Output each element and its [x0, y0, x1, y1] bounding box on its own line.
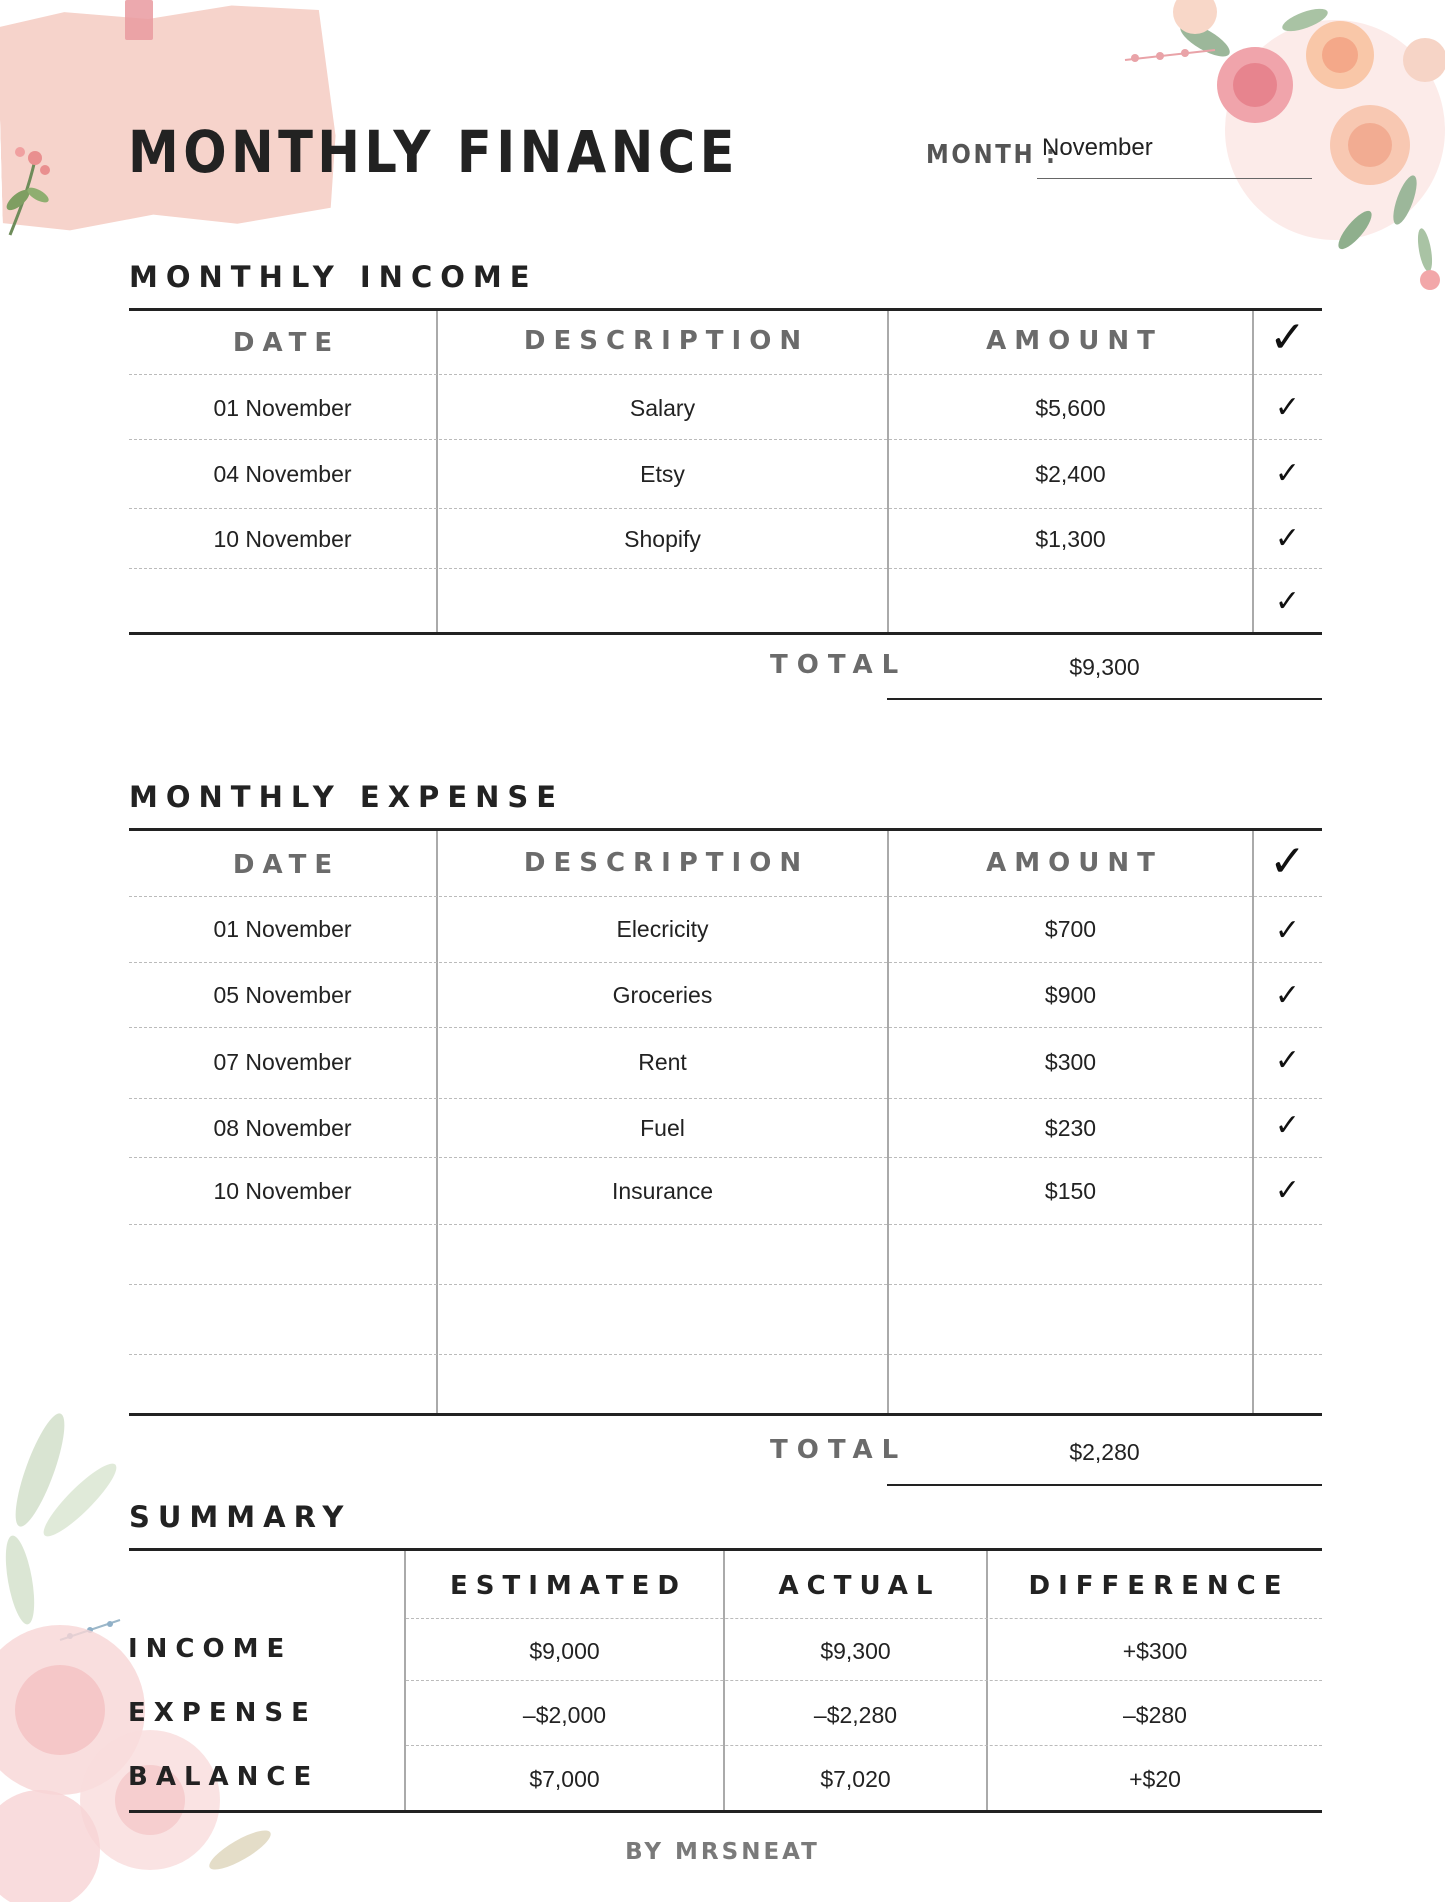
washi-tape — [125, 0, 153, 40]
month-label: MONTH : — [926, 140, 1058, 170]
income-row-check-icon[interactable]: ✓ — [1274, 457, 1301, 490]
expense-row-date: 08 November — [213, 1115, 352, 1141]
row-divider — [129, 962, 1322, 963]
expense-table-bottom-rule — [129, 1413, 1322, 1416]
income-row-description: Shopify — [624, 526, 701, 552]
row-divider — [129, 1224, 1322, 1225]
income-row-date: 10 November — [213, 526, 352, 552]
expense-row-check-icon[interactable]: ✓ — [1274, 1109, 1301, 1142]
row-divider — [129, 1354, 1322, 1355]
expense-row-description: Groceries — [612, 982, 713, 1008]
summary-income-actual: $9,300 — [820, 1638, 891, 1664]
income-header-amount: AMOUNT — [986, 326, 1163, 356]
income-total-value: $9,300 — [1069, 654, 1140, 680]
summary-expense-estimated: –$2,000 — [522, 1702, 607, 1728]
summary-balance-estimated: $7,000 — [529, 1766, 600, 1792]
row-divider — [129, 1098, 1322, 1099]
expense-header-date: DATE — [232, 850, 341, 880]
expense-total-value: $2,280 — [1069, 1439, 1140, 1465]
row-divider — [129, 568, 1322, 569]
summary-income-difference: +$300 — [1122, 1638, 1188, 1664]
summary-header-estimated: ESTIMATED — [450, 1571, 687, 1601]
expense-header-check-icon: ✓ — [1269, 837, 1306, 886]
summary-balance-actual: $7,020 — [820, 1766, 891, 1792]
expense-row-date: 10 November — [213, 1178, 352, 1204]
expense-row-description: Fuel — [640, 1115, 685, 1141]
expense-header-amount: AMOUNT — [986, 848, 1163, 878]
row-divider — [129, 508, 1322, 509]
income-table-bottom-rule — [129, 632, 1322, 635]
expense-row-amount: $900 — [1044, 982, 1097, 1008]
summary-header-actual: ACTUAL — [778, 1571, 941, 1601]
row-divider — [406, 1745, 1322, 1746]
expense-row-check-icon[interactable]: ✓ — [1274, 914, 1301, 947]
income-row-description: Etsy — [640, 461, 685, 487]
rose-bouquet-illustration — [1105, 0, 1445, 330]
row-divider — [129, 1284, 1322, 1285]
expense-header-description: DESCRIPTION — [523, 848, 810, 878]
expense-row-amount: $300 — [1044, 1049, 1097, 1075]
expense-row-description: Rent — [638, 1049, 687, 1075]
income-row-date: 04 November — [213, 461, 352, 487]
row-divider — [129, 439, 1322, 440]
footer-credit: BY MRSNEAT — [625, 1839, 820, 1865]
income-header-date: DATE — [232, 328, 341, 358]
income-total-underline — [887, 698, 1322, 700]
summary-table-top-rule — [129, 1548, 1322, 1551]
row-divider — [406, 1618, 1322, 1619]
summary-balance-difference: +$20 — [1129, 1766, 1181, 1792]
income-row-check-icon[interactable]: ✓ — [1274, 585, 1301, 618]
row-divider — [129, 374, 1322, 375]
income-row-description: Salary — [629, 395, 696, 421]
income-table-top-rule — [129, 308, 1322, 311]
expense-row-check-icon[interactable]: ✓ — [1274, 1174, 1301, 1207]
income-row-date: 01 November — [213, 395, 352, 421]
income-row-check-icon[interactable]: ✓ — [1274, 522, 1301, 555]
page-title: MONTHLY FINANCE — [128, 118, 739, 186]
expense-row-description: Insurance — [611, 1178, 713, 1204]
summary-row-label-expense: EXPENSE — [128, 1698, 317, 1728]
expense-section-title: MONTHLY EXPENSE — [129, 780, 565, 814]
summary-row-label-income: INCOME — [128, 1634, 293, 1664]
expense-row-check-icon[interactable]: ✓ — [1274, 1044, 1301, 1077]
summary-header-difference: DIFFERENCE — [1028, 1571, 1290, 1601]
expense-total-label: TOTAL — [770, 1435, 908, 1465]
month-underline — [1037, 178, 1312, 179]
income-section-title: MONTHLY INCOME — [129, 260, 538, 294]
flower-sprig-left — [0, 140, 60, 240]
expense-row-amount: $150 — [1044, 1178, 1097, 1204]
expense-row-date: 05 November — [213, 982, 352, 1008]
summary-expense-difference: –$280 — [1123, 1702, 1187, 1728]
expense-row-date: 07 November — [213, 1049, 352, 1075]
expense-total-underline — [887, 1484, 1322, 1486]
summary-table-bottom-rule — [129, 1810, 1322, 1813]
row-divider — [129, 896, 1322, 897]
expense-row-description: Elecricity — [616, 916, 709, 942]
month-field[interactable]: November — [1042, 134, 1153, 161]
income-header-check-icon: ✓ — [1269, 313, 1306, 362]
summary-income-estimated: $9,000 — [529, 1638, 600, 1664]
income-row-amount: $2,400 — [1035, 461, 1106, 487]
row-divider — [129, 1157, 1322, 1158]
expense-row-date: 01 November — [213, 916, 352, 942]
summary-section-title: SUMMARY — [129, 1500, 352, 1534]
income-total-label: TOTAL — [770, 650, 908, 680]
expense-table-top-rule — [129, 828, 1322, 831]
income-row-amount: $1,300 — [1035, 526, 1106, 552]
summary-expense-actual: –$2,280 — [813, 1702, 898, 1728]
expense-row-amount: $230 — [1044, 1115, 1097, 1141]
row-divider — [129, 1027, 1322, 1028]
expense-row-check-icon[interactable]: ✓ — [1274, 979, 1301, 1012]
summary-row-label-balance: BALANCE — [128, 1762, 320, 1792]
expense-row-amount: $700 — [1044, 916, 1097, 942]
income-header-description: DESCRIPTION — [523, 326, 810, 356]
income-row-check-icon[interactable]: ✓ — [1274, 391, 1301, 424]
income-row-amount: $5,600 — [1035, 395, 1106, 421]
row-divider — [406, 1680, 1322, 1681]
